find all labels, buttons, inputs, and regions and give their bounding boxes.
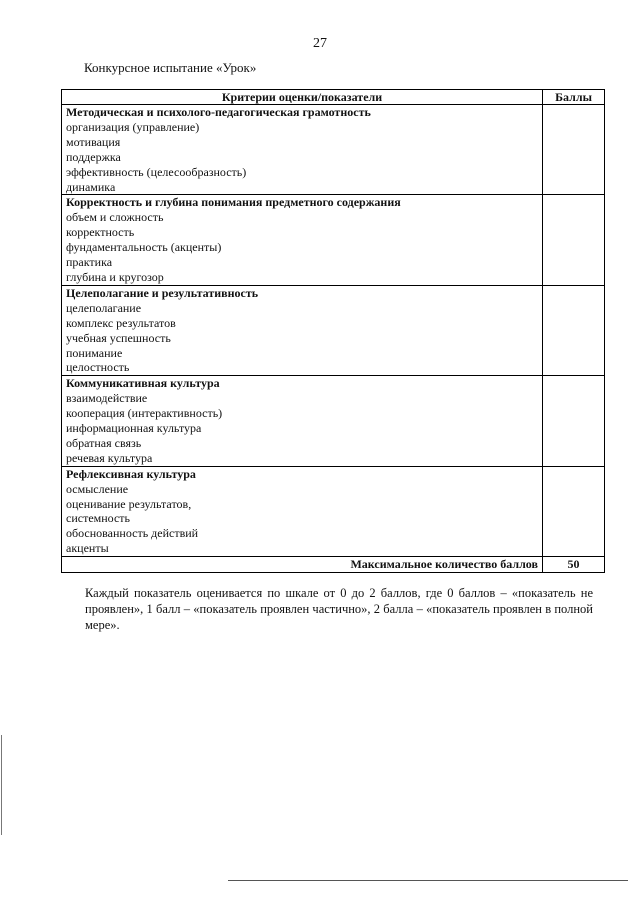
- indicator: оценивание результатов,: [66, 496, 192, 511]
- indicator: фундаментальность (акценты): [66, 240, 222, 255]
- points-cell: [543, 105, 605, 195]
- group-title: Коммуникативная культура: [66, 376, 220, 391]
- indicator: поддержка: [66, 149, 121, 164]
- indicator: взаимодействие: [66, 391, 148, 406]
- table-header-row: [62, 90, 605, 105]
- group-title: Рефлексивная культура: [66, 466, 196, 481]
- indicator: осмысление: [66, 481, 129, 496]
- indicator: целостность: [66, 360, 130, 375]
- criteria-group: [62, 376, 605, 466]
- indicator: объем и сложность: [66, 210, 164, 225]
- scoring-note: Каждый показатель оценивается по шкале от 0 до 2 баллов, где 0 баллов – «показатель не проявлен», 1 балл – «показатель проявлен частично», 2 балла – «показатель проявлен в полной мере».: [85, 585, 593, 632]
- bottom-rule: [228, 880, 628, 881]
- indicator: мотивация: [66, 134, 121, 149]
- criteria-group-cell: [62, 105, 543, 195]
- group-title: Корректность и глубина понимания предметного содержания: [66, 195, 401, 210]
- criteria-group-cell: [62, 466, 543, 556]
- scan-edge-mark: [1, 735, 2, 835]
- indicator: корректность: [66, 225, 135, 240]
- indicator: комплекс результатов: [66, 315, 176, 330]
- indicator: обратная связь: [66, 435, 142, 450]
- total-label: Максимальное количество баллов: [62, 557, 543, 573]
- indicator: целеполагание: [66, 300, 142, 315]
- criteria-group-cell: [62, 285, 543, 375]
- criteria-group: [62, 466, 605, 556]
- criteria-group: [62, 105, 605, 195]
- group-title: Целеполагание и результативность: [66, 285, 259, 300]
- indicator: кооперация (интерактивность): [66, 406, 223, 421]
- criteria-group-cell: [62, 195, 543, 285]
- criteria-table: [61, 89, 605, 573]
- indicator: эффективность (целесообразность): [66, 164, 247, 179]
- indicator: обоснованность действий: [66, 526, 199, 541]
- indicator: информационная культура: [66, 421, 202, 436]
- points-cell: [543, 376, 605, 466]
- indicator: системность: [66, 511, 131, 526]
- criteria-group: [62, 285, 605, 375]
- indicator: практика: [66, 255, 113, 270]
- criteria-group: [62, 195, 605, 285]
- indicator: речевая культура: [66, 450, 153, 465]
- indicator: динамика: [66, 179, 116, 194]
- criteria-group-cell: [62, 376, 543, 466]
- indicator: глубина и кругозор: [66, 269, 164, 284]
- section-title: Конкурсное испытание «Урок»: [84, 60, 257, 75]
- indicator: учебная успешность: [66, 330, 171, 345]
- group-title: Методическая и психолого-педагогическая грамотность: [66, 105, 371, 119]
- header-criteria: Критерии оценки/показатели: [62, 90, 543, 105]
- indicator: понимание: [66, 345, 123, 360]
- points-cell: [543, 466, 605, 556]
- indicator: акценты: [66, 541, 109, 556]
- indicator: организация (управление): [66, 119, 200, 134]
- points-cell: [543, 195, 605, 285]
- total-value: 50: [543, 557, 605, 573]
- page-number: 27: [313, 36, 327, 51]
- total-row: [62, 557, 605, 573]
- points-cell: [543, 285, 605, 375]
- header-points: Баллы: [543, 90, 605, 105]
